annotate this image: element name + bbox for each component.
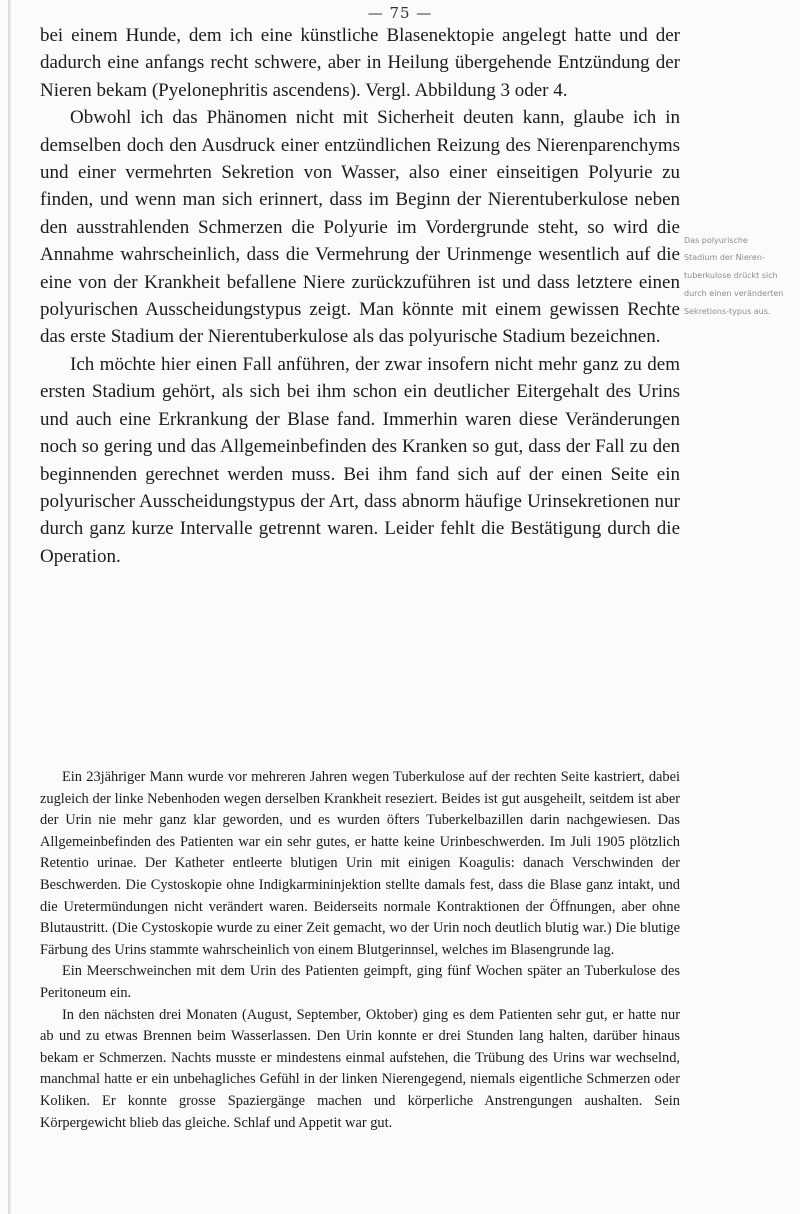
margin-note: tuberkulose drückt sich [684, 271, 778, 280]
main-text [40, 22, 680, 570]
case-paragraph-guinea-pig: Ein Meerschweinchen mit dem Urin des Patienten geimpft, ging fünf Wochen später an Tuberkulose des Peritoneum ein. [40, 963, 680, 1001]
case-paragraph-history: Ein 23jähriger Mann wurde vor mehreren Jahren wegen Tuberkulose auf der rechten Seite kastriert, dabei zugleich der linke Nebenhoden wegen derselben Krankheit reseziert. Beides ist gut ausgeheilt, seitdem ist aber der Urin nie mehr ganz klar geworden, und es wurden öfters Tuberkelbazillen darin nachgewiesen. Das Allgemeinbefinden des Patienten war ein sehr gutes, er hatte keine Urinbeschwerden. Im Juli 1905 plötzlich Retentio urinae. Der Katheter entleerte blutigen Urin mit einigen Koagulis: danach Verschwinden der Beschwerden. Die Cystoskopie ohne Indigkarmininjektion stellte damals fest, dass die Blase ganz intakt, und die Uretermündungen nicht verändert waren. Beiderseits normale Kontraktionen der Öffnungen, aber ohne Blutaustritt. (Die Cystoskopie wurde zu einer Zeit gemacht, wo der Urin noch deutlich blutig war.) Die blutige Färbung des Urins stammte wahrscheinlich von einem Blutgerinnsel, welches im Blasengrunde lag. [40, 769, 680, 958]
margin-note: Das polyurische [684, 236, 748, 245]
margin-note: Sekretions-typus aus. [684, 307, 771, 316]
paragraph-polyuria: Obwohl ich das Phänomen nicht mit Sicherheit deuten kann, glaube ich in demselben doch den Ausdruck einer entzündlichen Reizung des Nierenparenchyms und einer vermehrten Sekretion von Wasser, also einer einseitigen Polyurie zu finden, und wenn man sich erinnert, dass im Beginn der Nierentuberkulose neben den ausstrahlenden Schmerzen die Polyurie im Vordergrunde steht, so wird die Annahme wahrscheinlich, dass die Vermehrung der Urinmenge wesentlich auf die eine von der Krankheit befallene Niere zurückzuführen ist und dass letztere einen polyurischen Ausscheidungstypus zeigt. Man könnte mit einem gewissen Rechte das erste Stadium der Nierentuberkulose als das polyurische Stadium bezeichnen. [40, 107, 680, 348]
case-report [40, 767, 680, 1134]
paragraph-case-intro: Ich möchte hier einen Fall anführen, der zwar insofern nicht mehr ganz zu dem ersten Stadium gehört, als sich bei ihm schon ein deutlicher Eitergehalt des Urins und auch eine Erkrankung der Blase fand. Immerhin waren diese Veränderungen noch so gering und das Allgemeinbefinden des Kranken so gut, dass der Fall zu den beginnenden gerechnet werden muss. Bei ihm fand sich auf der einen Seite ein polyurischer Ausscheidungstypus der Art, dass abnorm häufige Urinsekretionen nur durch ganz kurze Intervalle getrennt waren. Leider fehlt die Bestätigung durch die Operation. [40, 353, 680, 567]
margin-note: Stadium der Nieren- [684, 253, 765, 262]
paragraph-continuation: bei einem Hunde, dem ich eine künstliche Blasenektopie angelegt hatte und der dadurch eine anfangs recht schwere, aber in Heilung übergehende Entzündung der Nieren bekam (Pyelonephritis ascendens). Vergl. Abbildung 3 oder 4. [40, 25, 680, 101]
margin-note: durch einen veränderten [684, 289, 784, 298]
binding-edge [8, 0, 11, 1214]
case-paragraph-course: In den nächsten drei Monaten (August, September, Oktober) ging es dem Patienten sehr gut, er hatte nur ab und zu etwas Brennen beim Wasserlassen. Den Urin konnte er drei Stunden lang halten, darüber hinaus bekam er Schmerzen. Nachts musste er mindestens einmal aufstehen, die Trübung des Urins war wechselnd, manchmal hatte er ein unbehagliches Gefühl in der linken Nierengegend, niemals eigentliche Schmerzen oder Koliken. Er konnte grosse Spaziergänge machen und körperliche Anstrengungen aushalten. Sein Körpergewicht blieb das gleiche. Schlaf und Appetit war gut. [40, 1006, 680, 1131]
page-number: — 75 — [367, 4, 433, 22]
